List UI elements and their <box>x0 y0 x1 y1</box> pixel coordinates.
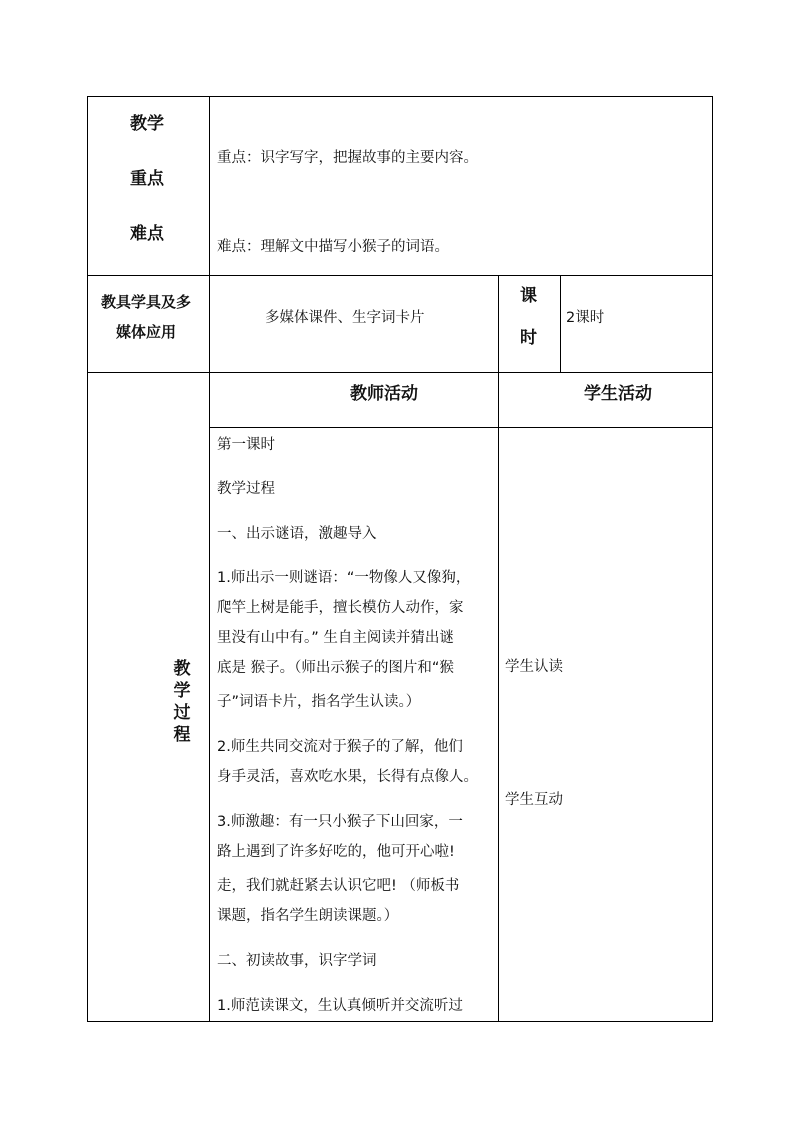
table-border-right <box>712 96 713 1022</box>
teacher-line: 走，我们就赶紧去认识它吧! （师板书 <box>217 878 460 894</box>
materials-value: 多媒体课件、生字词卡片 <box>265 310 425 326</box>
row-divider-1 <box>87 275 713 276</box>
column-divider-activities <box>498 372 499 1022</box>
column-divider-hours-right <box>560 275 561 373</box>
teacher-line: 里没有山中有。” 生自主阅读并猜出谜 <box>217 630 454 646</box>
teacher-line: 教学过程 <box>217 481 275 497</box>
table-border-top <box>87 96 713 97</box>
header-divider <box>209 427 713 428</box>
teacher-line: 一、出示谜语，激趣导入 <box>217 526 377 542</box>
student-activity-header: 学生活动 <box>584 384 652 404</box>
difficulty-text: 难点：理解文中描写小猴子的词语。 <box>217 239 449 255</box>
materials-label-line-1: 教具学具及多 <box>101 293 192 311</box>
focus-label-line-3: 难点 <box>130 224 164 244</box>
teacher-line: 1.师范读课文，生认真倾听并交流听过 <box>217 998 463 1014</box>
table-border-left <box>87 96 88 1022</box>
focus-label-line-2: 重点 <box>130 169 164 189</box>
teacher-line: 3.师激趣：有一只小猴子下山回家，一 <box>217 814 463 830</box>
teacher-line: 爬竿上树是能手，擅长模仿人动作，家 <box>217 600 464 616</box>
teacher-activity-header: 教师活动 <box>350 384 418 404</box>
student-note: 学生认读 <box>505 659 563 675</box>
process-label: 教学过程 <box>173 659 191 745</box>
teacher-line: 二、初读故事，识字学词 <box>217 953 377 969</box>
teacher-line: 子”词语卡片，指名学生认读。） <box>217 694 421 710</box>
hours-label-line-2: 时 <box>520 328 537 348</box>
column-divider-left <box>209 96 210 1022</box>
teacher-line: 2.师生共同交流对于猴子的了解，他们 <box>217 739 463 755</box>
key-point-text: 重点：识字写字，把握故事的主要内容。 <box>217 150 478 166</box>
student-note: 学生互动 <box>505 792 563 808</box>
teacher-line: 路上遇到了许多好吃的，他可开心啦! <box>217 844 455 860</box>
teacher-line: 课题，指名学生朗读课题。） <box>217 908 399 924</box>
materials-label-line-2: 媒体应用 <box>116 323 177 341</box>
row-divider-2 <box>87 372 713 373</box>
teacher-line: 第一课时 <box>217 437 275 453</box>
hours-value: 2课时 <box>566 310 605 326</box>
teacher-line: 1.师出示一则谜语：“一物像人又像狗， <box>217 570 471 586</box>
teacher-line: 底是 猴子。（师出示猴子的图片和“猴 <box>217 660 454 676</box>
hours-label-line-1: 课 <box>520 286 537 306</box>
focus-label-line-1: 教学 <box>130 114 164 134</box>
column-divider-hours-left <box>498 275 499 373</box>
teacher-line: 身手灵活，喜欢吃水果，长得有点像人。 <box>217 769 478 785</box>
table-border-bottom <box>87 1021 713 1022</box>
